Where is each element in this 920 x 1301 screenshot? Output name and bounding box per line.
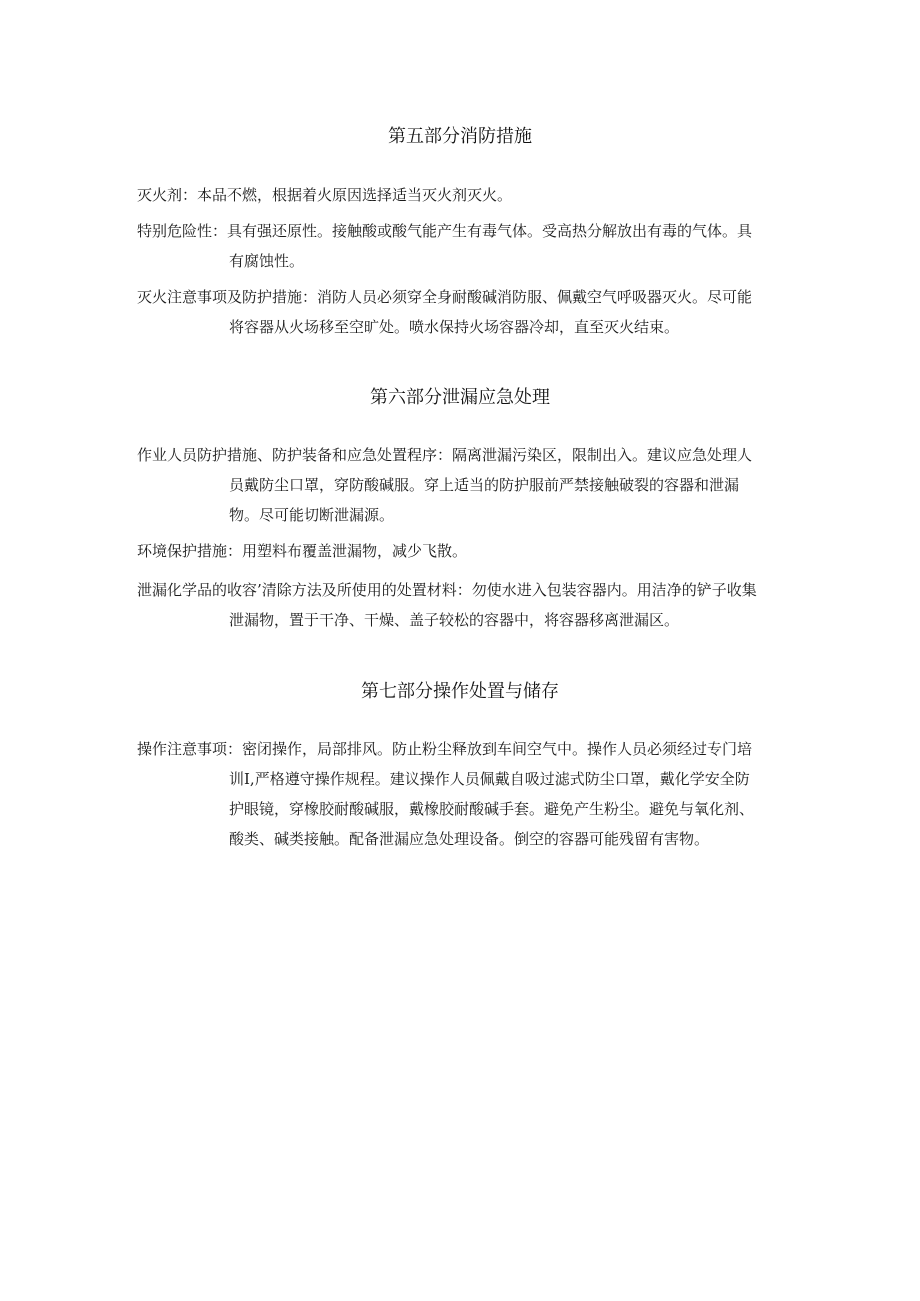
paragraph-line: 酸类、碱类接触。配备泄漏应急处理设备。倒空的容器可能残留有害物。	[229, 830, 710, 848]
paragraph-line: 有腐蚀性。	[229, 252, 305, 270]
paragraph-line: 灭火注意事项及防护措施：消防人员必须穿全身耐酸碱消防服、佩戴空气呼吸器灭火。尽可能	[137, 288, 753, 306]
paragraph-firefighting-precautions	[137, 282, 787, 342]
paragraph-special-hazards	[137, 216, 787, 276]
paragraph-line: 操作注意事项：密闭操作，局部排风。防止粉尘释放到车间空气中。操作人员必须经过专门培	[137, 740, 753, 758]
paragraph-line: 将容器从火场移至空旷处。喷水保持火场容器冷却，直至灭火结束。	[229, 318, 680, 336]
paragraph-line: 训I,严格遵守操作规程。建议操作人员佩戴自吸过滤式防尘口罩，戴化学安全防	[229, 770, 750, 788]
paragraph-line: 泄漏物，置于干净、干燥、盖子较松的容器中，将容器移离泄漏区。	[229, 611, 680, 629]
paragraph-environmental-protection	[137, 536, 787, 566]
paragraph-line: 泄漏化学品的收容’清除方法及所使用的处置材料：勿使水进入包装容器内。用洁净的铲子收集	[137, 581, 757, 599]
section-title-handling-storage: 第七部分操作处置与储存	[361, 681, 559, 702]
paragraph-line: 特别危险性：具有强还原性。接触酸或酸气能产生有毒气体。受高热分解放出有毒的气体。具	[137, 222, 753, 240]
paragraph-line: 环境保护措施：用塑料布覆盖泄漏物，减少飞散。	[137, 542, 468, 560]
paragraph-line: 灭火剂：本品不燃，根据着火原因选择适当灭火剂灭火。	[137, 186, 513, 204]
paragraph-personnel-protection	[137, 440, 787, 530]
paragraph-handling-precautions	[137, 734, 787, 854]
paragraph-line: 作业人员防护措施、防护装备和应急处置程序：隔离泄漏污染区，限制出入。建议应急处理人	[137, 446, 753, 464]
section-title-leak-response: 第六部分泄漏应急处理	[370, 387, 550, 408]
paragraph-line: 护眼镜，穿橡胶耐酸碱服，戴橡胶耐酸碱手套。避免产生粉尘。避免与氧化剂、	[229, 800, 755, 818]
paragraph-containment-cleanup	[137, 575, 787, 635]
paragraph-extinguishing-agent	[137, 180, 787, 210]
paragraph-line: 员戴防尘口罩，穿防酸碱服。穿上适当的防护服前严禁接触破裂的容器和泄漏	[229, 476, 740, 494]
section-title-fire-fighting: 第五部分消防措施	[388, 126, 532, 147]
paragraph-line: 物。尽可能切断泄漏源。	[229, 506, 395, 524]
